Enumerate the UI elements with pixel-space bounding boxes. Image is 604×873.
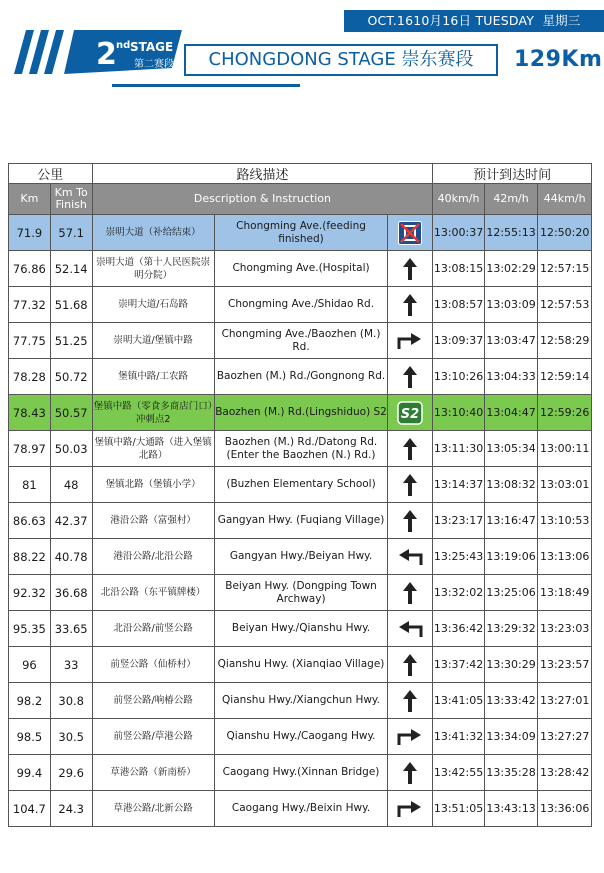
km-cell: 104.7 — [9, 791, 51, 827]
route-row — [9, 503, 592, 539]
eta-44-cell: 12:57:53 — [538, 287, 592, 323]
eta-40-cell: 13:09:37 — [433, 323, 484, 359]
instruction-icon-cell — [388, 431, 433, 467]
eta-44-cell: 13:27:01 — [538, 683, 592, 719]
route-row — [9, 359, 592, 395]
description-cn-cell: 港沿公路（富强村） — [92, 503, 214, 539]
route-row — [9, 791, 592, 827]
km-cell: 78.43 — [9, 395, 51, 431]
arrow-straight-icon — [388, 510, 432, 532]
eta-44-cell: 13:10:53 — [538, 503, 592, 539]
instruction-icon-cell — [388, 683, 433, 719]
km-cell: 77.32 — [9, 287, 51, 323]
eta-44-cell: 12:58:29 — [538, 323, 592, 359]
date-cn-text: 10月16日 — [413, 13, 472, 28]
description-en-cell: Gangyan Hwy. (Fuqiang Village) — [214, 503, 388, 539]
route-group-header: 路线描述 — [92, 164, 433, 184]
description-cn-cell: 堡镇中路/大通路（进入堡镇北路） — [92, 431, 214, 467]
description-cn-cell: 崇明大道/石岛路 — [92, 287, 214, 323]
description-en-cell: Gangyan Hwy./Beiyan Hwy. — [214, 539, 388, 575]
route-row — [9, 287, 592, 323]
stage-label-cn: 第二赛段 — [134, 59, 174, 70]
description-en-cell: Caogang Hwy./Beixin Hwy. — [214, 791, 388, 827]
eta-44-cell: 13:27:27 — [538, 719, 592, 755]
to-finish-cell: 51.25 — [50, 323, 92, 359]
description-en-cell: Qianshu Hwy./Xiangchun Hwy. — [214, 683, 388, 719]
route-row — [9, 323, 592, 359]
route-row — [9, 467, 592, 503]
route-row — [9, 251, 592, 287]
route-row — [9, 431, 592, 467]
description-en-cell: Qianshu Hwy. (Xianqiao Village) — [214, 647, 388, 683]
eta-40-cell: 13:32:02 — [433, 575, 484, 611]
km-cell: 98.2 — [9, 683, 51, 719]
eta-44-cell: 12:59:14 — [538, 359, 592, 395]
description-en-cell: Qianshu Hwy./Caogang Hwy. — [214, 719, 388, 755]
km-cell: 95.35 — [9, 611, 51, 647]
eta-44-cell: 12:57:15 — [538, 251, 592, 287]
description-en-cell: Caogang Hwy.(Xinnan Bridge) — [214, 755, 388, 791]
eta-42-cell: 13:29:32 — [484, 611, 538, 647]
km-cell: 88.22 — [9, 539, 51, 575]
to-finish-header: Km To Finish — [50, 184, 92, 215]
eta-40-cell: 13:14:37 — [433, 467, 484, 503]
route-row — [9, 755, 592, 791]
eta-44-cell: 13:03:01 — [538, 467, 592, 503]
to-finish-cell: 50.03 — [50, 431, 92, 467]
eta-42-cell: 13:33:42 — [484, 683, 538, 719]
eta-40-cell: 13:37:42 — [433, 647, 484, 683]
eta-44-cell: 13:23:03 — [538, 611, 592, 647]
stage-number: 2 — [96, 37, 117, 72]
instruction-icon-cell — [388, 719, 433, 755]
to-finish-cell: 36.68 — [50, 575, 92, 611]
eta-42-cell: 13:25:06 — [484, 575, 538, 611]
arrow-straight-icon — [388, 654, 432, 676]
arrow-left-turn-icon — [388, 621, 432, 637]
description-cn-cell: 前竖公路/草港公路 — [92, 719, 214, 755]
eta-42-cell: 13:02:29 — [484, 251, 538, 287]
to-finish-cell: 33 — [50, 647, 92, 683]
date-banner — [344, 10, 604, 32]
km-cell: 76.86 — [9, 251, 51, 287]
km-group-header: 公里 — [9, 164, 93, 184]
instruction-icon-cell — [388, 359, 433, 395]
route-row — [9, 647, 592, 683]
eta-42-cell: 13:43:13 — [484, 791, 538, 827]
to-finish-cell: 42.37 — [50, 503, 92, 539]
eta-44-cell: 13:18:49 — [538, 575, 592, 611]
eta-42-cell: 12:55:13 — [484, 215, 538, 251]
instruction-icon-cell — [388, 503, 433, 539]
route-row — [9, 683, 592, 719]
description-header: Description & Instruction — [92, 184, 433, 215]
to-finish-cell: 48 — [50, 467, 92, 503]
stage-ordinal: nd — [116, 40, 131, 51]
eta-44-cell: 13:00:11 — [538, 431, 592, 467]
instruction-icon-cell — [388, 395, 433, 431]
description-cn-cell: 崇明大道（补给结束） — [92, 215, 214, 251]
eta-44-cell: 12:59:26 — [538, 395, 592, 431]
sprint-s2-icon — [388, 401, 432, 425]
description-cn-cell: 崇明大道（第十人民医院崇明分院） — [92, 251, 214, 287]
feeding-end-icon — [388, 221, 432, 245]
eta-42-cell: 13:16:47 — [484, 503, 538, 539]
eta-42-cell: 13:05:34 — [484, 431, 538, 467]
description-en-cell: Beiyan Hwy. (Dongping Town Archway) — [214, 575, 388, 611]
column-header-row — [9, 184, 592, 215]
instruction-icon-cell — [388, 251, 433, 287]
arrow-straight-icon — [388, 294, 432, 316]
km-cell: 71.9 — [9, 215, 51, 251]
eta-42-cell: 13:04:47 — [484, 395, 538, 431]
description-en-cell: Chongming Ave./Shidao Rd. — [214, 287, 388, 323]
km-cell: 77.75 — [9, 323, 51, 359]
instruction-icon-cell — [388, 791, 433, 827]
instruction-icon-cell — [388, 755, 433, 791]
arrow-straight-icon — [388, 438, 432, 460]
description-cn-cell: 堡镇北路（堡镇小学） — [92, 467, 214, 503]
eta-40-cell: 13:42:55 — [433, 755, 484, 791]
weekday-text: TUESDAY — [475, 13, 535, 28]
to-finish-cell: 24.3 — [50, 791, 92, 827]
description-cn-cell: 堡镇中路（零食多商店门口）冲刺点2 — [92, 395, 214, 431]
route-row — [9, 575, 592, 611]
stage-label: STAGE — [130, 40, 174, 54]
description-cn-cell: 崇明大道/堡镇中路 — [92, 323, 214, 359]
to-finish-cell: 57.1 — [50, 215, 92, 251]
svg-text:S2: S2 — [401, 406, 420, 422]
date-text: OCT.16 — [367, 13, 414, 28]
description-cn-cell: 堡镇中路/工农路 — [92, 359, 214, 395]
eta-42-cell: 13:03:47 — [484, 323, 538, 359]
instruction-icon-cell — [388, 467, 433, 503]
arrow-straight-icon — [388, 690, 432, 712]
route-row — [9, 719, 592, 755]
description-cn-cell: 北沿公路/前竖公路 — [92, 611, 214, 647]
arrow-left-turn-icon — [388, 549, 432, 565]
description-cn-cell: 前竖公路/响椿公路 — [92, 683, 214, 719]
eta-44-cell: 12:50:20 — [538, 215, 592, 251]
arrow-straight-icon — [388, 258, 432, 280]
eta-40-cell: 13:41:32 — [433, 719, 484, 755]
weekday-cn-text: 星期三 — [542, 13, 581, 28]
group-header-row — [9, 164, 592, 184]
arrow-straight-icon — [388, 762, 432, 784]
eta-44-cell: 13:23:57 — [538, 647, 592, 683]
eta-40-cell: 13:23:17 — [433, 503, 484, 539]
to-finish-cell: 33.65 — [50, 611, 92, 647]
arrow-right-turn-icon — [388, 729, 432, 745]
km-cell: 81 — [9, 467, 51, 503]
description-en-cell: (Buzhen Elementary School) — [214, 467, 388, 503]
speed-40-header: 40km/h — [433, 184, 484, 215]
eta-40-cell: 13:10:40 — [433, 395, 484, 431]
km-cell: 86.63 — [9, 503, 51, 539]
eta-40-cell: 13:10:26 — [433, 359, 484, 395]
eta-group-header: 预计到达时间 — [433, 164, 592, 184]
km-header: Km — [9, 184, 51, 215]
eta-42-cell: 13:03:09 — [484, 287, 538, 323]
description-cn-cell: 草港公路（新南桥） — [92, 755, 214, 791]
eta-44-cell: 13:28:42 — [538, 755, 592, 791]
eta-42-cell: 13:19:06 — [484, 539, 538, 575]
to-finish-cell: 30.5 — [50, 719, 92, 755]
eta-40-cell: 13:00:37 — [433, 215, 484, 251]
km-cell: 78.28 — [9, 359, 51, 395]
description-en-cell: Baozhen (M.) Rd.(Lingshiduo) S2 — [214, 395, 388, 431]
eta-40-cell: 13:11:30 — [433, 431, 484, 467]
eta-42-cell: 13:35:28 — [484, 755, 538, 791]
description-en-cell: Baozhen (M.) Rd./Gongnong Rd. — [214, 359, 388, 395]
eta-40-cell: 13:51:05 — [433, 791, 484, 827]
route-row — [9, 395, 592, 431]
instruction-icon-cell — [388, 575, 433, 611]
arrow-straight-icon — [388, 474, 432, 496]
km-cell: 92.32 — [9, 575, 51, 611]
route-row — [9, 539, 592, 575]
to-finish-cell: 51.68 — [50, 287, 92, 323]
description-en-cell: Baozhen (M.) Rd./Datong Rd.(Enter the Baozhen (N.) Rd.) — [214, 431, 388, 467]
eta-42-cell: 13:34:09 — [484, 719, 538, 755]
to-finish-cell: 30.8 — [50, 683, 92, 719]
to-finish-cell: 29.6 — [50, 755, 92, 791]
instruction-icon-cell — [388, 215, 433, 251]
instruction-icon-cell — [388, 287, 433, 323]
description-cn-cell: 前竖公路（仙桥村） — [92, 647, 214, 683]
description-en-cell: Chongming Ave.(Hospital) — [214, 251, 388, 287]
description-cn-cell: 北沿公路（东平镇牌楼） — [92, 575, 214, 611]
speed-44-header: 44km/h — [538, 184, 592, 215]
eta-42-cell: 13:08:32 — [484, 467, 538, 503]
km-cell: 98.5 — [9, 719, 51, 755]
description-en-cell: Chongming Ave.(feeding finished) — [214, 215, 388, 251]
speed-42-header: 42m/h — [484, 184, 538, 215]
route-row — [9, 611, 592, 647]
eta-40-cell: 13:25:43 — [433, 539, 484, 575]
to-finish-cell: 40.78 — [50, 539, 92, 575]
instruction-icon-cell — [388, 323, 433, 359]
route-row — [9, 215, 592, 251]
instruction-icon-cell — [388, 647, 433, 683]
eta-40-cell: 13:08:15 — [433, 251, 484, 287]
stage-title: CHONGDONG STAGE 崇东赛段 — [184, 44, 498, 76]
eta-44-cell: 13:13:06 — [538, 539, 592, 575]
eta-42-cell: 13:30:29 — [484, 647, 538, 683]
arrow-straight-icon — [388, 366, 432, 388]
route-table — [8, 163, 592, 827]
description-cn-cell: 草港公路/北新公路 — [92, 791, 214, 827]
arrow-straight-icon — [388, 582, 432, 604]
eta-42-cell: 13:04:33 — [484, 359, 538, 395]
to-finish-cell: 52.14 — [50, 251, 92, 287]
km-cell: 78.97 — [9, 431, 51, 467]
instruction-icon-cell — [388, 611, 433, 647]
instruction-icon-cell — [388, 539, 433, 575]
description-cn-cell: 港沿公路/北沿公路 — [92, 539, 214, 575]
description-en-cell: Beiyan Hwy./Qianshu Hwy. — [214, 611, 388, 647]
to-finish-cell: 50.57 — [50, 395, 92, 431]
eta-40-cell: 13:08:57 — [433, 287, 484, 323]
km-cell: 96 — [9, 647, 51, 683]
arrow-right-turn-icon — [388, 801, 432, 817]
description-en-cell: Chongming Ave./Baozhen (M.) Rd. — [214, 323, 388, 359]
km-cell: 99.4 — [9, 755, 51, 791]
eta-40-cell: 13:36:42 — [433, 611, 484, 647]
to-finish-cell: 50.72 — [50, 359, 92, 395]
header-underline — [112, 84, 300, 87]
eta-44-cell: 13:36:06 — [538, 791, 592, 827]
arrow-right-turn-icon — [388, 333, 432, 349]
stage-distance: 129Km — [514, 47, 603, 72]
eta-40-cell: 13:41:05 — [433, 683, 484, 719]
